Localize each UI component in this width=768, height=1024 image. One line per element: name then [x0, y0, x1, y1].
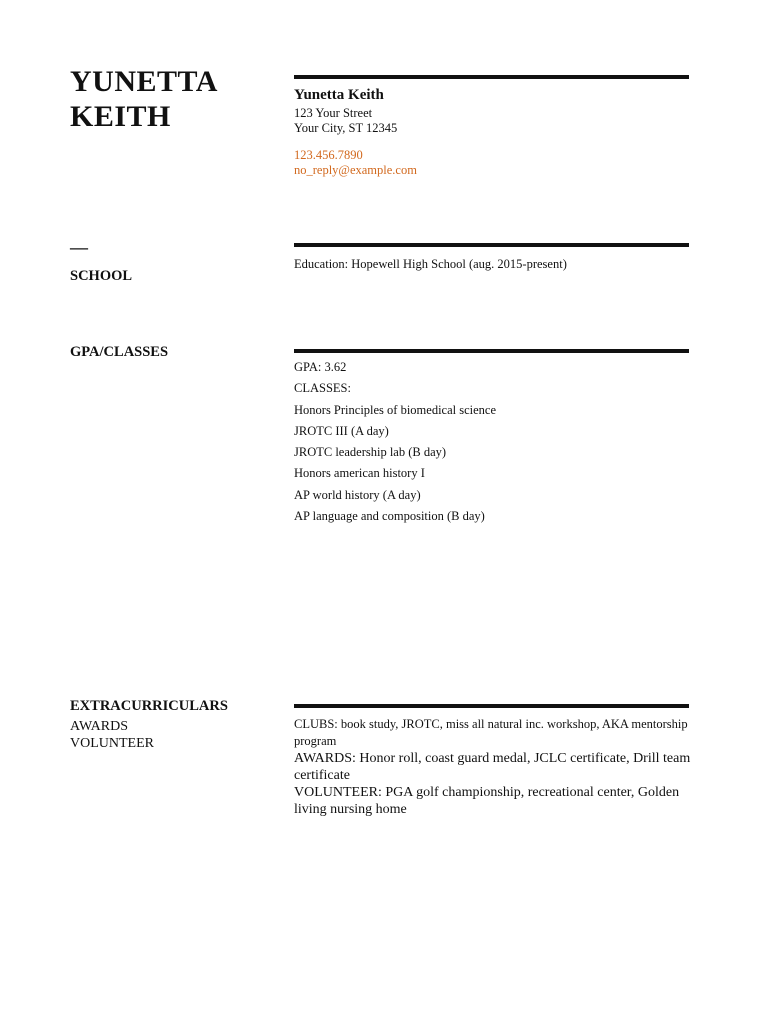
contact-phone[interactable]: 123.456.7890	[294, 148, 363, 162]
name-last: KEITH	[70, 100, 171, 133]
list-item: Honors Principles of biomedical science	[294, 402, 497, 417]
clubs-text: CLUBS: book study, JROTC, miss all natural inc. workshop, AKA mentorship program	[294, 717, 688, 748]
list-item: GPA: 3.62	[294, 360, 347, 374]
awards-label: AWARDS	[70, 719, 128, 734]
section-dash: —	[70, 237, 88, 257]
awards-text: AWARDS: Honor roll, coast guard medal, JCLC certificate, Drill team certificate	[294, 751, 691, 783]
gpa-class-list	[294, 360, 496, 530]
extracurriculars-divider	[294, 704, 689, 708]
name-first: YUNETTA	[70, 65, 218, 98]
gpa-divider	[294, 349, 689, 353]
contact-address	[294, 106, 397, 136]
contact-street: 123 Your Street	[294, 106, 373, 120]
volunteer-label: VOLUNTEER	[70, 736, 154, 751]
gpa-label: GPA/CLASSES	[70, 344, 169, 360]
extracurriculars-label: EXTRACURRICULARS	[70, 698, 228, 714]
contact-divider	[294, 75, 689, 79]
contact-name: Yunetta Keith	[294, 87, 384, 103]
school-text: Education: Hopewell High School (aug. 2015-present)	[294, 257, 567, 271]
resume-name-heading	[70, 64, 218, 134]
list-item: JROTC leadership lab (B day)	[294, 445, 447, 460]
list-item: AP world history (A day)	[294, 487, 421, 502]
school-divider	[294, 243, 689, 247]
volunteer-text: VOLUNTEER: PGA golf championship, recreational center, Golden living nursing home	[294, 785, 680, 817]
contact-city: Your City, ST 12345	[294, 121, 398, 135]
school-label: SCHOOL	[70, 268, 133, 284]
list-item: Honors american history I	[294, 466, 425, 481]
list-item: AP language and composition (B day)	[294, 509, 485, 524]
extracurriculars-content	[294, 716, 694, 818]
list-item: CLASSES:	[294, 381, 351, 396]
contact-email[interactable]: no_reply@example.com	[294, 163, 417, 177]
list-item: JROTC III (A day)	[294, 423, 389, 438]
contact-links	[294, 148, 417, 178]
